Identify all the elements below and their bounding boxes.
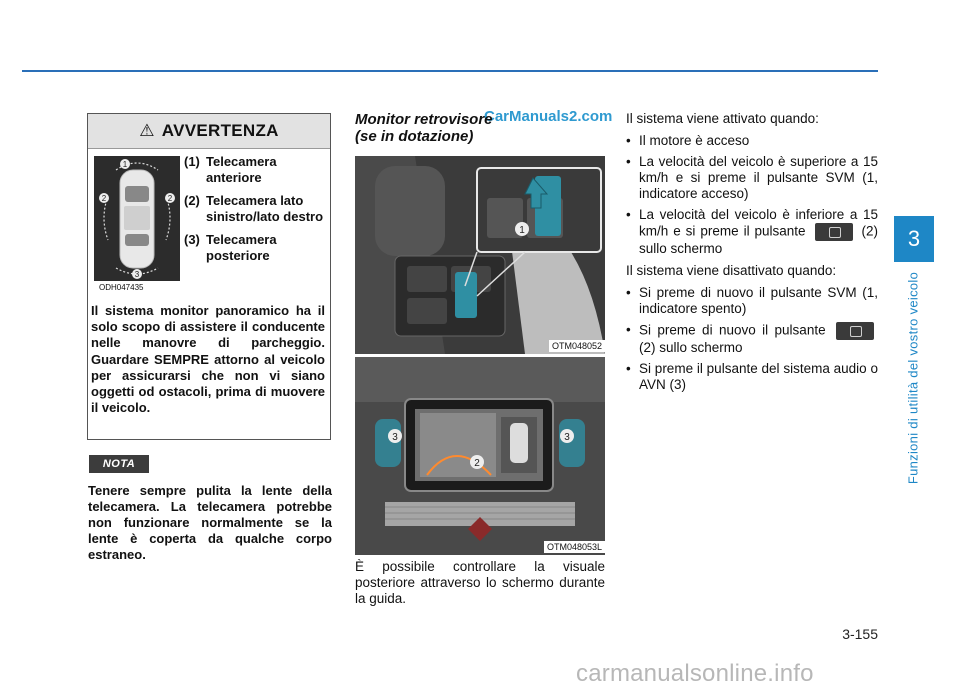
console-photo [355,156,605,354]
gear-console-illustration [355,156,605,354]
photo-code: OTM048053L [544,541,605,553]
footer-watermark: carmanualsonline.info [576,660,814,687]
warning-body: Il sistema monitor panoramico ha il solo scopo di assistere il conducente nelle manovre di parcheggio. Guardare SEMPRE attorno al veicolo per assicurarsi che non vi siano oggetti od ostacoli, prima di muovere il veicolo. [91,303,325,416]
list-item: • Si preme di nuovo il pulsante SVM (1, indicatore spento) [626,285,878,317]
diagram-code: ODH047435 [99,283,144,292]
list-item: • La velocità del veicolo è superiore a 15 km/h e si preme il pulsante SVM (1, indicatore acceso) [626,154,878,202]
avn-screen-illustration [355,357,605,555]
header-rule [22,70,878,72]
middle-body: È possibile controllare la visuale posteriore attraverso lo schermo durante la guida. [355,559,605,606]
header-watermark: CarManuals2.com [484,108,613,125]
right-column [626,111,878,399]
warning-box [87,113,331,440]
svg-text:2: 2 [167,194,173,203]
chapter-tab [894,216,934,262]
section-title-line: Monitor retrovisore [355,111,493,128]
section-title [355,111,605,145]
chapter-title [891,263,935,493]
warning-triangle-icon: ⚠ [139,121,155,140]
chapter-title-text: Funzioni di utilità del vostro veicolo [905,271,921,485]
chapter-number: 3 [907,226,921,251]
svg-text:2: 2 [101,194,107,203]
svm-screen-button-icon [815,223,853,241]
svg-text:2: 2 [474,458,480,469]
nota-badge: NOTA [89,455,149,473]
svg-text:3: 3 [564,432,570,443]
page-number: 3-155 [842,626,878,642]
photo-code: OTM048052 [549,340,605,352]
list-item: • Si preme il pulsante del sistema audio o AVN (3) [626,361,878,393]
camera-list [184,154,328,271]
svm-screen-button-icon [836,322,874,340]
warning-header [88,114,330,149]
list-item [626,322,878,356]
camera-position-diagram [94,156,180,281]
activated-list [626,133,878,257]
camera-item-number: (1) [184,154,200,169]
section-subtitle: (se in dotazione) [355,128,474,145]
camera-item-label: Telecamera lato sinistro/lato destro [206,193,324,224]
camera-item-number: (2) [184,193,200,208]
deactivated-list [626,285,878,393]
camera-item-number: (3) [184,232,200,247]
nota-body: Tenere sempre pulita la lente della telecamera. La telecamera potrebbe non funzionare normalmente se la lente è coperta da qualche corpo estraneo. [88,483,332,562]
camera-item [184,154,328,186]
car-top-view-icon [94,156,180,281]
svg-text:3: 3 [134,270,140,279]
list-item-text: (2) sullo schermo [639,340,743,355]
deactivated-intro: Il sistema viene disattivato quando: [626,263,837,278]
screen-photo [355,357,605,555]
list-item-text: La velocità del veicolo è inferiore a 15 km/h e si preme il pulsante [639,207,878,239]
list-item: • Il motore è acceso [626,133,878,149]
warning-title: AVVERTENZA [161,121,279,140]
svg-text:1: 1 [519,225,525,236]
svg-text:1: 1 [122,160,128,169]
list-item [626,207,878,257]
list-item-text: Si preme di nuovo il pulsante [639,322,826,338]
svg-text:3: 3 [392,432,398,443]
camera-item [184,232,328,264]
camera-item [184,193,328,225]
camera-item-label: Telecamera anteriore [206,154,277,185]
camera-item-label: Telecamera posteriore [206,232,277,263]
activated-intro: Il sistema viene attivato quando: [626,111,819,126]
list-item-text: (2) sullo schermo [639,223,878,256]
